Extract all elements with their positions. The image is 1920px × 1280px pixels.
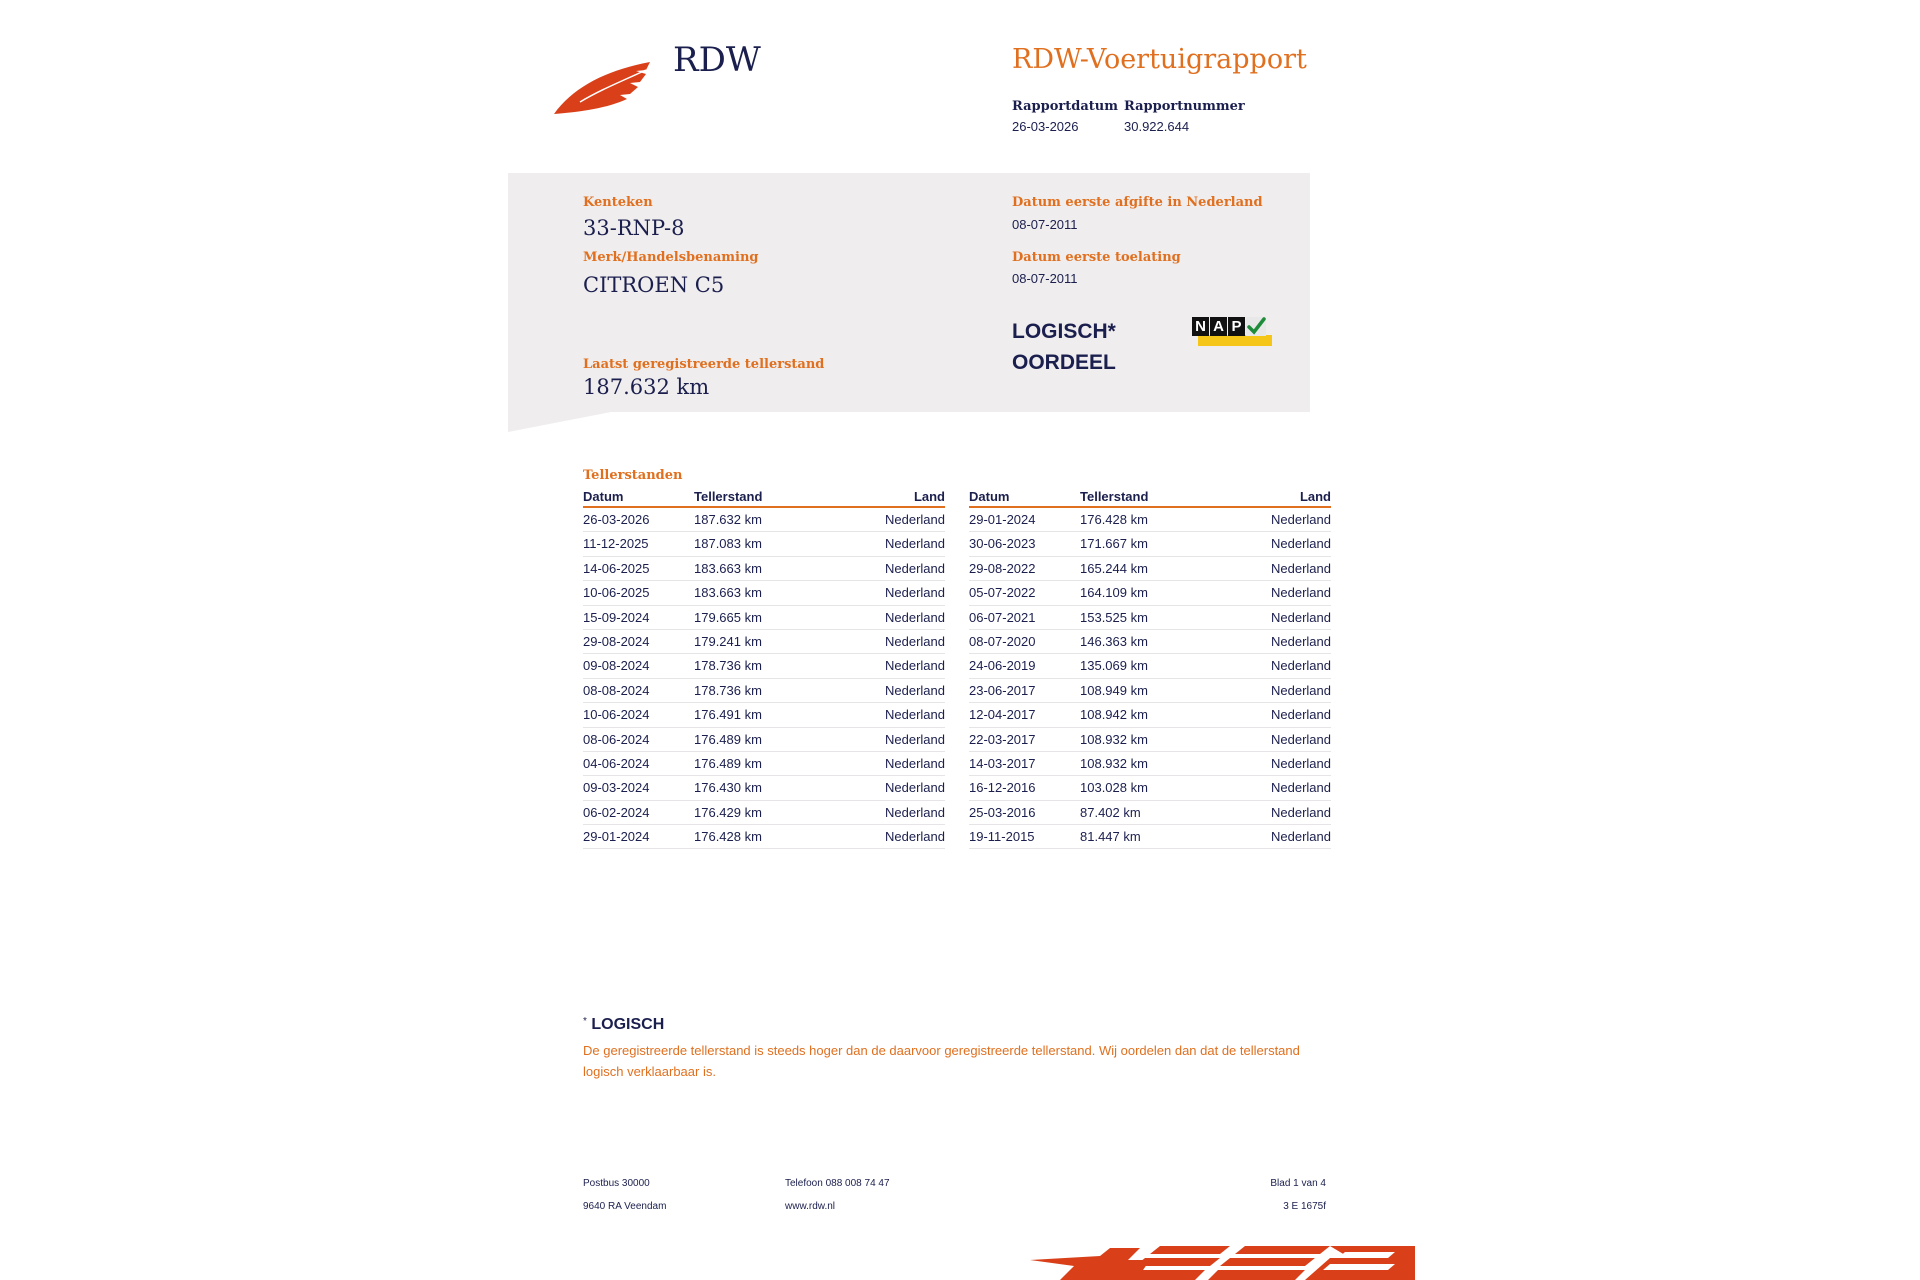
row-date: 22-03-2017 [969,731,1036,747]
table-row [969,606,1331,630]
table-row [583,557,945,581]
row-km: 108.932 km [1080,731,1148,747]
row-date: 15-09-2024 [583,609,650,625]
footer-address-line2: 9640 RA Veendam [583,1201,667,1212]
row-country: Nederland [1271,658,1331,674]
report-number: 30.922.644 [1124,119,1190,134]
table-row [583,630,945,654]
nap-badge [1192,317,1272,349]
make-label: Merk/Handelsbenaming [583,250,759,265]
row-km: 176.428 km [1080,512,1148,527]
row-km: 187.632 km [694,512,762,527]
checkmark-icon [1246,317,1266,336]
row-date: 30-06-2023 [969,536,1036,552]
row-km: 176.489 km [694,731,762,747]
table-row [969,825,1331,849]
row-date: 29-01-2024 [583,829,650,845]
row-km: 176.489 km [694,755,762,771]
note-text: De geregistreerde tellerstand is steeds hoger dan de daarvoor geregistreerde tellerstand. Wij oordelen dan dat de tellerstand logisch verklaarbaar is. [583,1043,1300,1079]
footer-phone: Telefoon 088 008 74 47 [785,1178,890,1189]
row-country: Nederland [885,609,945,625]
nap-letter-p: P [1228,317,1245,336]
table-header [583,489,945,508]
report-date-label: Rapportdatum [1012,99,1118,114]
row-country: Nederland [1271,536,1331,552]
header-date: Datum [969,489,1010,504]
row-date: 09-08-2024 [583,658,650,674]
row-country: Nederland [1271,633,1331,649]
row-country: Nederland [885,536,945,552]
row-date: 24-06-2019 [969,658,1036,674]
table-row [969,654,1331,678]
row-date: 16-12-2016 [969,780,1036,796]
row-date: 05-07-2022 [969,585,1036,601]
table-row [969,581,1331,605]
table-row [969,752,1331,776]
table-row [583,703,945,727]
plate-label: Kenteken [583,195,653,210]
row-km: 108.932 km [1080,755,1148,771]
first-issue-nl-label: Datum eerste afgifte in Nederland [1012,195,1263,210]
row-km: 183.663 km [694,585,762,601]
nap-letter-n: N [1192,317,1209,336]
row-country: Nederland [885,731,945,747]
row-country: Nederland [885,658,945,674]
table-row [583,776,945,800]
row-date: 25-03-2016 [969,804,1036,820]
row-date: 14-03-2017 [969,755,1036,771]
row-date: 10-06-2024 [583,707,650,723]
row-date: 19-11-2015 [969,829,1035,845]
row-date: 04-06-2024 [583,755,650,771]
row-km: 108.949 km [1080,682,1148,698]
report-date: 26-03-2026 [1012,119,1079,134]
row-km: 165.244 km [1080,560,1148,576]
row-country: Nederland [885,707,945,723]
table-row [969,776,1331,800]
table-row [583,801,945,825]
row-country: Nederland [1271,829,1331,845]
report-number-label: Rapportnummer [1124,99,1245,114]
table-row [969,532,1331,556]
row-km: 179.241 km [694,633,762,649]
row-country: Nederland [1271,682,1331,698]
nap-check-box [1246,317,1266,336]
row-date: 10-06-2025 [583,585,650,601]
table-header [969,489,1331,508]
table-row [583,654,945,678]
row-km: 176.429 km [694,804,762,820]
row-km: 103.028 km [1080,780,1148,796]
readings-table-left [583,489,945,849]
footer-page-number: Blad 1 van 4 [1270,1178,1326,1189]
first-issue-nl-value: 08-07-2011 [1012,217,1078,232]
readings-title: Tellerstanden [583,468,683,483]
row-date: 08-06-2024 [583,731,650,747]
note-asterisk: * [583,1016,587,1027]
row-date: 11-12-2025 [583,536,649,552]
row-date: 12-04-2017 [969,707,1036,723]
row-date: 23-06-2017 [969,682,1036,698]
row-km: 81.447 km [1080,829,1141,845]
row-country: Nederland [885,829,945,845]
row-country: Nederland [1271,512,1331,527]
row-date: 14-06-2025 [583,560,650,576]
row-km: 178.736 km [694,658,762,674]
row-date: 29-08-2024 [583,633,650,649]
row-country: Nederland [1271,804,1331,820]
row-km: 164.109 km [1080,585,1148,601]
rdw-feather-icon [550,52,660,122]
header-country: Land [913,489,945,504]
panel-tab-decoration [508,412,611,432]
header-km: Tellerstand [1080,489,1149,504]
table-row [583,679,945,703]
row-km: 135.069 km [1080,658,1148,674]
row-country: Nederland [885,780,945,796]
table-row [583,581,945,605]
plate-value: 33-RNP-8 [583,216,685,240]
row-km: 153.525 km [1080,609,1148,625]
table-row [969,801,1331,825]
table-row [583,532,945,556]
table-row [969,557,1331,581]
row-date: 26-03-2026 [583,512,650,527]
row-km: 187.083 km [694,536,762,552]
row-km: 108.942 km [1080,707,1148,723]
row-km: 176.430 km [694,780,762,796]
row-country: Nederland [885,682,945,698]
verdict-line1: LOGISCH* [1012,320,1116,343]
row-km: 183.663 km [694,560,762,576]
row-date: 09-03-2024 [583,780,650,796]
table-row [969,703,1331,727]
row-country: Nederland [1271,609,1331,625]
table-body [969,508,1331,849]
row-country: Nederland [1271,755,1331,771]
footer-address-line1: Postbus 30000 [583,1178,650,1189]
report-title: RDW-Voertuigrapport [1012,44,1307,75]
footer-doc-code: 3 E 1675f [1283,1201,1326,1212]
row-country: Nederland [885,755,945,771]
table-row [583,606,945,630]
row-country: Nederland [885,804,945,820]
header-country: Land [1299,489,1331,504]
row-km: 176.491 km [694,707,762,723]
row-country: Nederland [1271,780,1331,796]
row-country: Nederland [1271,560,1331,576]
row-km: 179.665 km [694,609,762,625]
table-body [583,508,945,849]
row-km: 146.363 km [1080,633,1148,649]
note-title: LOGISCH [591,1016,665,1033]
row-country: Nederland [885,585,945,601]
row-country: Nederland [885,633,945,649]
row-country: Nederland [1271,707,1331,723]
nap-yellow-bar [1198,335,1272,346]
logo-text: RDW [673,40,761,80]
row-date: 08-08-2024 [583,682,650,698]
table-row [969,728,1331,752]
row-date: 29-01-2024 [969,512,1036,527]
odometer-value: 187.632 km [583,375,710,399]
row-country: Nederland [885,560,945,576]
row-country: Nederland [1271,585,1331,601]
header-date: Datum [583,489,624,504]
row-date: 29-08-2022 [969,560,1036,576]
verdict-line2: OORDEEL [1012,351,1116,374]
row-km: 87.402 km [1080,804,1141,820]
row-date: 08-07-2020 [969,633,1036,649]
table-row [583,752,945,776]
row-km: 171.667 km [1080,536,1148,552]
rdw-logo [550,40,770,122]
row-country: Nederland [885,512,945,527]
row-date: 06-02-2024 [583,804,650,820]
note-heading [583,1016,664,1034]
first-admission-value: 08-07-2011 [1012,271,1078,286]
row-km: 178.736 km [694,682,762,698]
table-row [969,508,1331,532]
table-row [969,630,1331,654]
table-row [583,825,945,849]
make-value: CITROEN C5 [583,273,725,297]
nap-letter-a: A [1210,317,1227,336]
header-km: Tellerstand [694,489,763,504]
readings-table-right [969,489,1331,849]
row-km: 176.428 km [694,829,762,845]
odometer-label: Laatst geregistreerde tellerstand [583,357,825,372]
row-date: 06-07-2021 [969,609,1036,625]
row-country: Nederland [1271,731,1331,747]
table-row [583,728,945,752]
footer-website[interactable]: www.rdw.nl [785,1201,836,1212]
table-row [583,508,945,532]
first-admission-label: Datum eerste toelating [1012,250,1181,265]
table-row [969,679,1331,703]
decorative-stripes-graphic [1030,1244,1430,1280]
